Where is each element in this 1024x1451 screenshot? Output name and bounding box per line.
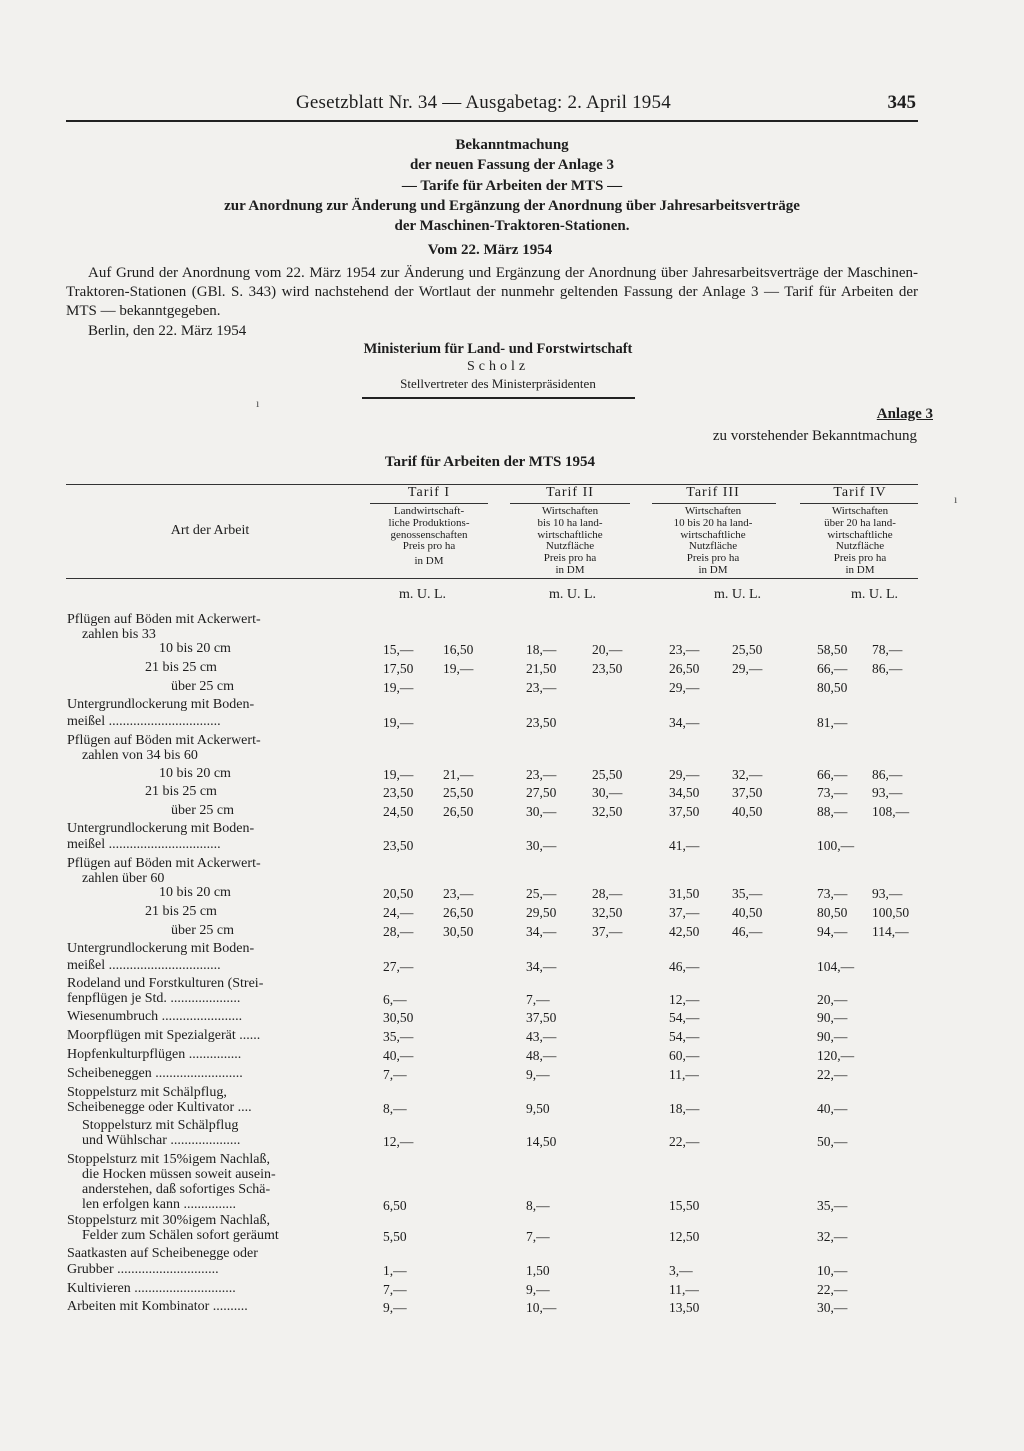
announcement-ordinance-line: zur Anordnung zur Änderung und Ergänzung der Anordnung über Jahresarbeitsverträge bbox=[224, 198, 800, 214]
header-rule bbox=[66, 120, 918, 122]
table-cell: 37,50 bbox=[732, 785, 763, 800]
table-cell: 21,50 bbox=[526, 661, 557, 676]
table-cell: 88,— bbox=[817, 804, 848, 819]
table-cell: 37,— bbox=[592, 924, 623, 939]
table-cell: 93,— bbox=[872, 785, 903, 800]
table-cell: 16,50 bbox=[443, 642, 474, 657]
table-cell: 9,— bbox=[526, 1282, 550, 1297]
table-cell: 100,50 bbox=[872, 905, 910, 920]
tarif-3-description bbox=[643, 506, 783, 577]
table-cell: 100,— bbox=[817, 838, 855, 853]
table-cell: 6,50 bbox=[383, 1198, 407, 1213]
table-cell: 14,50 bbox=[526, 1134, 557, 1149]
tarif-1-desc-line: liche Produktions- bbox=[388, 516, 470, 529]
tarif-3-desc-line: Preis pro ha bbox=[686, 552, 740, 565]
announcement-heading: Bekanntmachung bbox=[455, 137, 569, 153]
table-cell: 20,— bbox=[817, 992, 848, 1007]
table-cell: 43,— bbox=[526, 1029, 557, 1044]
table-row-label: Pflügen auf Böden mit Ackerwert- bbox=[67, 612, 261, 627]
tarif-4-desc-line: Wirtschaften bbox=[831, 505, 889, 517]
table-cell: 30,50 bbox=[443, 924, 474, 939]
table-cell: 12,— bbox=[669, 992, 700, 1007]
tarif-3-desc-line: in DM bbox=[698, 563, 728, 576]
table-cell: 30,50 bbox=[383, 1010, 414, 1025]
tarif-4-desc-line: Preis pro ha bbox=[833, 552, 887, 565]
scan-speck-icon: ı bbox=[954, 492, 958, 506]
table-cell: 78,— bbox=[872, 642, 903, 657]
appendix-subtitle: zu vorstehender Bekanntmachung bbox=[712, 428, 917, 444]
table-cell: 108,— bbox=[872, 804, 910, 819]
tarif-3-heading: Tarif III bbox=[686, 485, 740, 500]
table-cell: 32,— bbox=[732, 767, 763, 782]
table-cell: 23,— bbox=[526, 680, 557, 695]
table-row-label: Scheibeneggen ......................... bbox=[67, 1066, 243, 1081]
signatory-role: Stellvertreter des Ministerpräsidenten bbox=[400, 376, 596, 391]
tarif-2-desc-line: Nutzfläche bbox=[545, 540, 595, 553]
table-row-label: 21 bis 25 cm bbox=[145, 784, 217, 799]
ministry-name: Ministerium für Land- und Forstwirtschaft bbox=[363, 341, 633, 357]
table-cell: 41,— bbox=[669, 838, 700, 853]
table-cell: 23,50 bbox=[383, 785, 414, 800]
table-row-label: Wiesenumbruch ....................... bbox=[67, 1009, 243, 1024]
table-cell: 22,— bbox=[817, 1282, 848, 1297]
table-cell: 42,50 bbox=[669, 924, 700, 939]
tarif-4-desc-line: über 20 ha land- bbox=[824, 516, 896, 529]
tarif-4-desc-line: Nutzfläche bbox=[835, 540, 885, 553]
table-cell: 34,50 bbox=[669, 785, 700, 800]
table-cell: 104,— bbox=[817, 959, 855, 974]
table-row-label: und Wühlschar .................... bbox=[82, 1133, 241, 1148]
table-row-label: zahlen bis 33 bbox=[82, 627, 156, 642]
table-row-label: 21 bis 25 cm bbox=[145, 660, 217, 675]
table-row-label: zahlen von 34 bis 60 bbox=[82, 748, 198, 763]
table-cell: 10,— bbox=[817, 1263, 848, 1278]
header-title: Gesetzblatt Nr. 34 — Ausgabetag: 2. April 1954 bbox=[296, 92, 671, 113]
scan-speck-icon: ı bbox=[256, 396, 260, 410]
tarif-3-desc-line: Nutzfläche bbox=[688, 540, 738, 553]
table-cell: 35,— bbox=[732, 886, 763, 901]
place-and-date: Berlin, den 22. März 1954 bbox=[88, 323, 247, 339]
table-cell: 54,— bbox=[669, 1029, 700, 1044]
table-cell: 26,50 bbox=[669, 661, 700, 676]
table-row-label: len erfolgen kann ............... bbox=[82, 1197, 236, 1212]
table-cell: 6,— bbox=[383, 992, 407, 1007]
table-cell: 90,— bbox=[817, 1029, 848, 1044]
table-cell: 81,— bbox=[817, 715, 848, 730]
tarif-4-rule bbox=[800, 503, 918, 504]
table-cell: 1,50 bbox=[526, 1263, 550, 1278]
table-row-label: 10 bis 20 cm bbox=[159, 641, 231, 656]
signatory-name: Scholz bbox=[466, 359, 530, 374]
table-cell: 1,— bbox=[383, 1263, 407, 1278]
table-cell: 20,50 bbox=[383, 886, 414, 901]
table-cell: 5,50 bbox=[383, 1229, 407, 1244]
table-cell: 60,— bbox=[669, 1048, 700, 1063]
table-cell: 93,— bbox=[872, 886, 903, 901]
table-cell: 10,— bbox=[526, 1300, 557, 1315]
tarif-2-desc-line: in DM bbox=[555, 563, 585, 576]
table-row-label: Rodeland und Forstkulturen (Strei- bbox=[67, 976, 264, 991]
table-row-label: über 25 cm bbox=[171, 803, 234, 818]
tarif-1-rule bbox=[370, 503, 488, 504]
table-cell: 37,— bbox=[669, 905, 700, 920]
table-cell: 22,— bbox=[817, 1067, 848, 1082]
table-cell: 26,50 bbox=[443, 905, 474, 920]
table-cell: 80,50 bbox=[817, 680, 848, 695]
tarif-2-mul-label: m. U. L. bbox=[549, 587, 597, 602]
tarif-2-description bbox=[500, 506, 640, 577]
table-cell: 15,— bbox=[383, 642, 414, 657]
table-row-label: Hopfenkulturpflügen ............... bbox=[67, 1047, 242, 1062]
table-row-label: Pflügen auf Böden mit Ackerwert- bbox=[67, 856, 261, 871]
table-cell: 23,50 bbox=[383, 838, 414, 853]
tarif-3-desc-line: Wirtschaften bbox=[684, 505, 742, 517]
table-cell: 13,50 bbox=[669, 1300, 700, 1315]
table-cell: 23,— bbox=[669, 642, 700, 657]
table-cell: 29,50 bbox=[526, 905, 557, 920]
table-row-label: Saatkasten auf Scheibenegge oder bbox=[67, 1246, 258, 1261]
table-cell: 26,50 bbox=[443, 804, 474, 819]
announcement-subheading: der neuen Fassung der Anlage 3 bbox=[409, 157, 615, 173]
table-cell: 19,— bbox=[383, 715, 414, 730]
table-cell: 28,— bbox=[383, 924, 414, 939]
table-cell: 25,— bbox=[526, 886, 557, 901]
table-row-label: 21 bis 25 cm bbox=[145, 904, 217, 919]
table-row-label: die Hocken müssen soweit ausein- bbox=[82, 1167, 276, 1182]
tarif-4-desc-line: wirtschaftliche bbox=[827, 528, 893, 541]
tarif-3-desc-line: wirtschaftliche bbox=[680, 528, 746, 541]
column-label-work-type: Art der Arbeit bbox=[170, 523, 250, 538]
table-cell: 23,— bbox=[526, 767, 557, 782]
table-cell: 86,— bbox=[872, 661, 903, 676]
table-cell: 30,— bbox=[592, 785, 623, 800]
tarif-3-rule bbox=[652, 503, 776, 504]
table-row-label: Felder zum Schälen sofort geräumt bbox=[82, 1228, 279, 1243]
table-cell: 73,— bbox=[817, 785, 848, 800]
table-row-label: Stoppelsturz mit Schälpflug, bbox=[67, 1085, 227, 1100]
table-cell: 34,— bbox=[526, 924, 557, 939]
table-cell: 7,— bbox=[526, 992, 550, 1007]
table-row-label: zahlen über 60 bbox=[82, 871, 165, 886]
table-row-label: Untergrundlockerung mit Boden- bbox=[67, 697, 255, 712]
table-row-label: Pflügen auf Böden mit Ackerwert- bbox=[67, 733, 261, 748]
table-cell: 80,50 bbox=[817, 905, 848, 920]
tarif-1-description bbox=[359, 506, 499, 568]
table-cell: 27,50 bbox=[526, 785, 557, 800]
table-cell: 25,50 bbox=[443, 785, 474, 800]
tarif-2-desc-line: Wirtschaften bbox=[541, 505, 599, 517]
tarif-1-desc-line: Landwirtschaft- bbox=[393, 505, 465, 517]
table-cell: 11,— bbox=[669, 1067, 699, 1082]
page-header bbox=[66, 92, 916, 118]
signature-block bbox=[362, 341, 634, 392]
table-row-label: über 25 cm bbox=[171, 923, 234, 938]
table-cell: 30,— bbox=[526, 838, 557, 853]
table-row-label: Scheibenegge oder Kultivator .... bbox=[67, 1100, 252, 1115]
table-cell: 23,— bbox=[443, 886, 474, 901]
tarif-4-description bbox=[790, 506, 930, 577]
table-cell: 34,— bbox=[526, 959, 557, 974]
table-cell: 66,— bbox=[817, 661, 848, 676]
table-row-label: fenpflügen je Std. .................... bbox=[67, 991, 241, 1006]
table-cell: 31,50 bbox=[669, 886, 700, 901]
tarif-1-mul-label: m. U. L. bbox=[399, 587, 447, 602]
tarif-3-mul-label: m. U. L. bbox=[714, 587, 762, 602]
table-cell: 7,— bbox=[383, 1282, 407, 1297]
table-cell: 20,— bbox=[592, 642, 623, 657]
table-cell: 94,— bbox=[817, 924, 848, 939]
table-cell: 30,— bbox=[817, 1300, 848, 1315]
table-row-label: Untergrundlockerung mit Boden- bbox=[67, 821, 255, 836]
table-cell: 50,— bbox=[817, 1134, 848, 1149]
signature-rule bbox=[362, 397, 635, 399]
table-cell: 24,— bbox=[383, 905, 414, 920]
table-cell: 11,— bbox=[669, 1282, 699, 1297]
appendix-label: Anlage 3 bbox=[876, 406, 933, 422]
tarif-2-desc-line: wirtschaftliche bbox=[537, 528, 603, 541]
table-row-label: über 25 cm bbox=[171, 679, 234, 694]
table-cell: 23,50 bbox=[526, 715, 557, 730]
table-row-label: 10 bis 20 cm bbox=[159, 766, 231, 781]
tarif-2-rule bbox=[510, 503, 630, 504]
table-cell: 25,50 bbox=[592, 767, 623, 782]
announcement-paragraph: Auf Grund der Anordnung vom 22. März 1954 zur Änderung und Ergänzung der Anordnung über Jahresarbeitsverträge der Maschinen-Traktoren-Stationen (GBl. S. 343) wird nachstehend der Wortlaut der nunmehr geltenden Fassung der Anlage 3 — Tarif für Arbeiten der MTS — bekanntgegeben. bbox=[66, 265, 918, 319]
tarif-4-heading: Tarif IV bbox=[833, 485, 887, 500]
table-cell: 28,— bbox=[592, 886, 623, 901]
table-cell: 46,— bbox=[732, 924, 763, 939]
table-cell: 18,— bbox=[669, 1101, 700, 1116]
table-title: Tarif für Arbeiten der MTS 1954 bbox=[384, 454, 596, 470]
table-cell: 32,— bbox=[817, 1229, 848, 1244]
table-header-rule bbox=[66, 578, 918, 579]
table-cell: 40,50 bbox=[732, 905, 763, 920]
table-row-label: Stoppelsturz mit 15%igem Nachlaß, bbox=[67, 1152, 270, 1167]
table-cell: 86,— bbox=[872, 767, 903, 782]
table-cell: 90,— bbox=[817, 1010, 848, 1025]
table-cell: 32,50 bbox=[592, 804, 623, 819]
table-cell: 19,— bbox=[383, 680, 414, 695]
table-cell: 9,50 bbox=[526, 1101, 550, 1116]
table-cell: 23,50 bbox=[592, 661, 623, 676]
table-cell: 12,— bbox=[383, 1134, 414, 1149]
table-cell: 8,— bbox=[383, 1101, 407, 1116]
table-cell: 40,— bbox=[817, 1101, 848, 1116]
tarif-2-desc-line: Preis pro ha bbox=[543, 552, 597, 565]
table-cell: 37,50 bbox=[526, 1010, 557, 1025]
table-cell: 32,50 bbox=[592, 905, 623, 920]
tarif-1-desc-line: in DM bbox=[414, 555, 444, 568]
table-cell: 12,50 bbox=[669, 1229, 700, 1244]
table-cell: 48,— bbox=[526, 1048, 557, 1063]
table-cell: 22,— bbox=[669, 1134, 700, 1149]
table-cell: 29,— bbox=[669, 680, 700, 695]
table-cell: 73,— bbox=[817, 886, 848, 901]
tarif-3-desc-line: 10 bis 20 ha land- bbox=[673, 516, 753, 529]
table-row-label: Kultivieren ............................. bbox=[67, 1281, 236, 1296]
table-cell: 35,— bbox=[383, 1029, 414, 1044]
table-cell: 46,— bbox=[669, 959, 700, 974]
table-row-label: Arbeiten mit Kombinator .......... bbox=[67, 1299, 248, 1314]
table-cell: 9,— bbox=[526, 1067, 550, 1082]
tarif-1-desc-line: genossenschaften bbox=[390, 528, 468, 541]
table-cell: 17,50 bbox=[383, 661, 414, 676]
table-cell: 37,50 bbox=[669, 804, 700, 819]
table-cell: 21,— bbox=[443, 767, 474, 782]
table-cell: 18,— bbox=[526, 642, 557, 657]
table-cell: 9,— bbox=[383, 1300, 407, 1315]
tarif-1-desc-line: Preis pro ha bbox=[402, 540, 456, 553]
table-cell: 30,— bbox=[526, 804, 557, 819]
table-cell: 19,— bbox=[443, 661, 474, 676]
table-cell: 29,— bbox=[732, 661, 763, 676]
table-cell: 19,— bbox=[383, 767, 414, 782]
table-row-label: meißel ................................ bbox=[67, 958, 221, 973]
tarif-4-mul-label: m. U. L. bbox=[851, 587, 899, 602]
table-row-label: Moorpflügen mit Spezialgerät ...... bbox=[67, 1028, 261, 1043]
table-cell: 120,— bbox=[817, 1048, 855, 1063]
tarif-1-heading: Tarif I bbox=[407, 485, 451, 500]
table-row-label: Grubber ............................. bbox=[67, 1262, 219, 1277]
table-cell: 24,50 bbox=[383, 804, 414, 819]
table-cell: 40,— bbox=[383, 1048, 414, 1063]
table-cell: 34,— bbox=[669, 715, 700, 730]
table-row-label: Stoppelsturz mit Schälpflug bbox=[82, 1118, 239, 1133]
table-row-label: meißel ................................ bbox=[67, 837, 221, 852]
table-cell: 114,— bbox=[872, 924, 909, 939]
tarif-4-desc-line: in DM bbox=[845, 563, 875, 576]
table-cell: 66,— bbox=[817, 767, 848, 782]
table-row-label: Stoppelsturz mit 30%igem Nachlaß, bbox=[67, 1213, 270, 1228]
table-cell: 29,— bbox=[669, 767, 700, 782]
table-cell: 40,50 bbox=[732, 804, 763, 819]
table-cell: 54,— bbox=[669, 1010, 700, 1025]
announcement-tariff-line: — Tarife für Arbeiten der MTS — bbox=[401, 178, 623, 194]
tarif-2-heading: Tarif II bbox=[546, 485, 594, 500]
table-cell: 7,— bbox=[526, 1229, 550, 1244]
table-cell: 8,— bbox=[526, 1198, 550, 1213]
table-row-label: 10 bis 20 cm bbox=[159, 885, 231, 900]
table-cell: 3,— bbox=[669, 1263, 693, 1278]
table-cell: 7,— bbox=[383, 1067, 407, 1082]
tarif-2-desc-line: bis 10 ha land- bbox=[537, 516, 603, 529]
announcement-date: Vom 22. März 1954 bbox=[427, 242, 553, 258]
table-row-label: meißel ................................ bbox=[67, 714, 221, 729]
announcement-stations-line: der Maschinen-Traktoren-Stationen. bbox=[394, 218, 630, 234]
table-cell: 58,50 bbox=[817, 642, 848, 657]
table-cell: 27,— bbox=[383, 959, 414, 974]
page-number: 345 bbox=[887, 92, 916, 113]
table-cell: 35,— bbox=[817, 1198, 848, 1213]
table-row-label: Untergrundlockerung mit Boden- bbox=[67, 941, 255, 956]
table-cell: 25,50 bbox=[732, 642, 763, 657]
table-row-label: anderstehen, daß sofortiges Schä- bbox=[82, 1182, 271, 1197]
table-cell: 15,50 bbox=[669, 1198, 700, 1213]
